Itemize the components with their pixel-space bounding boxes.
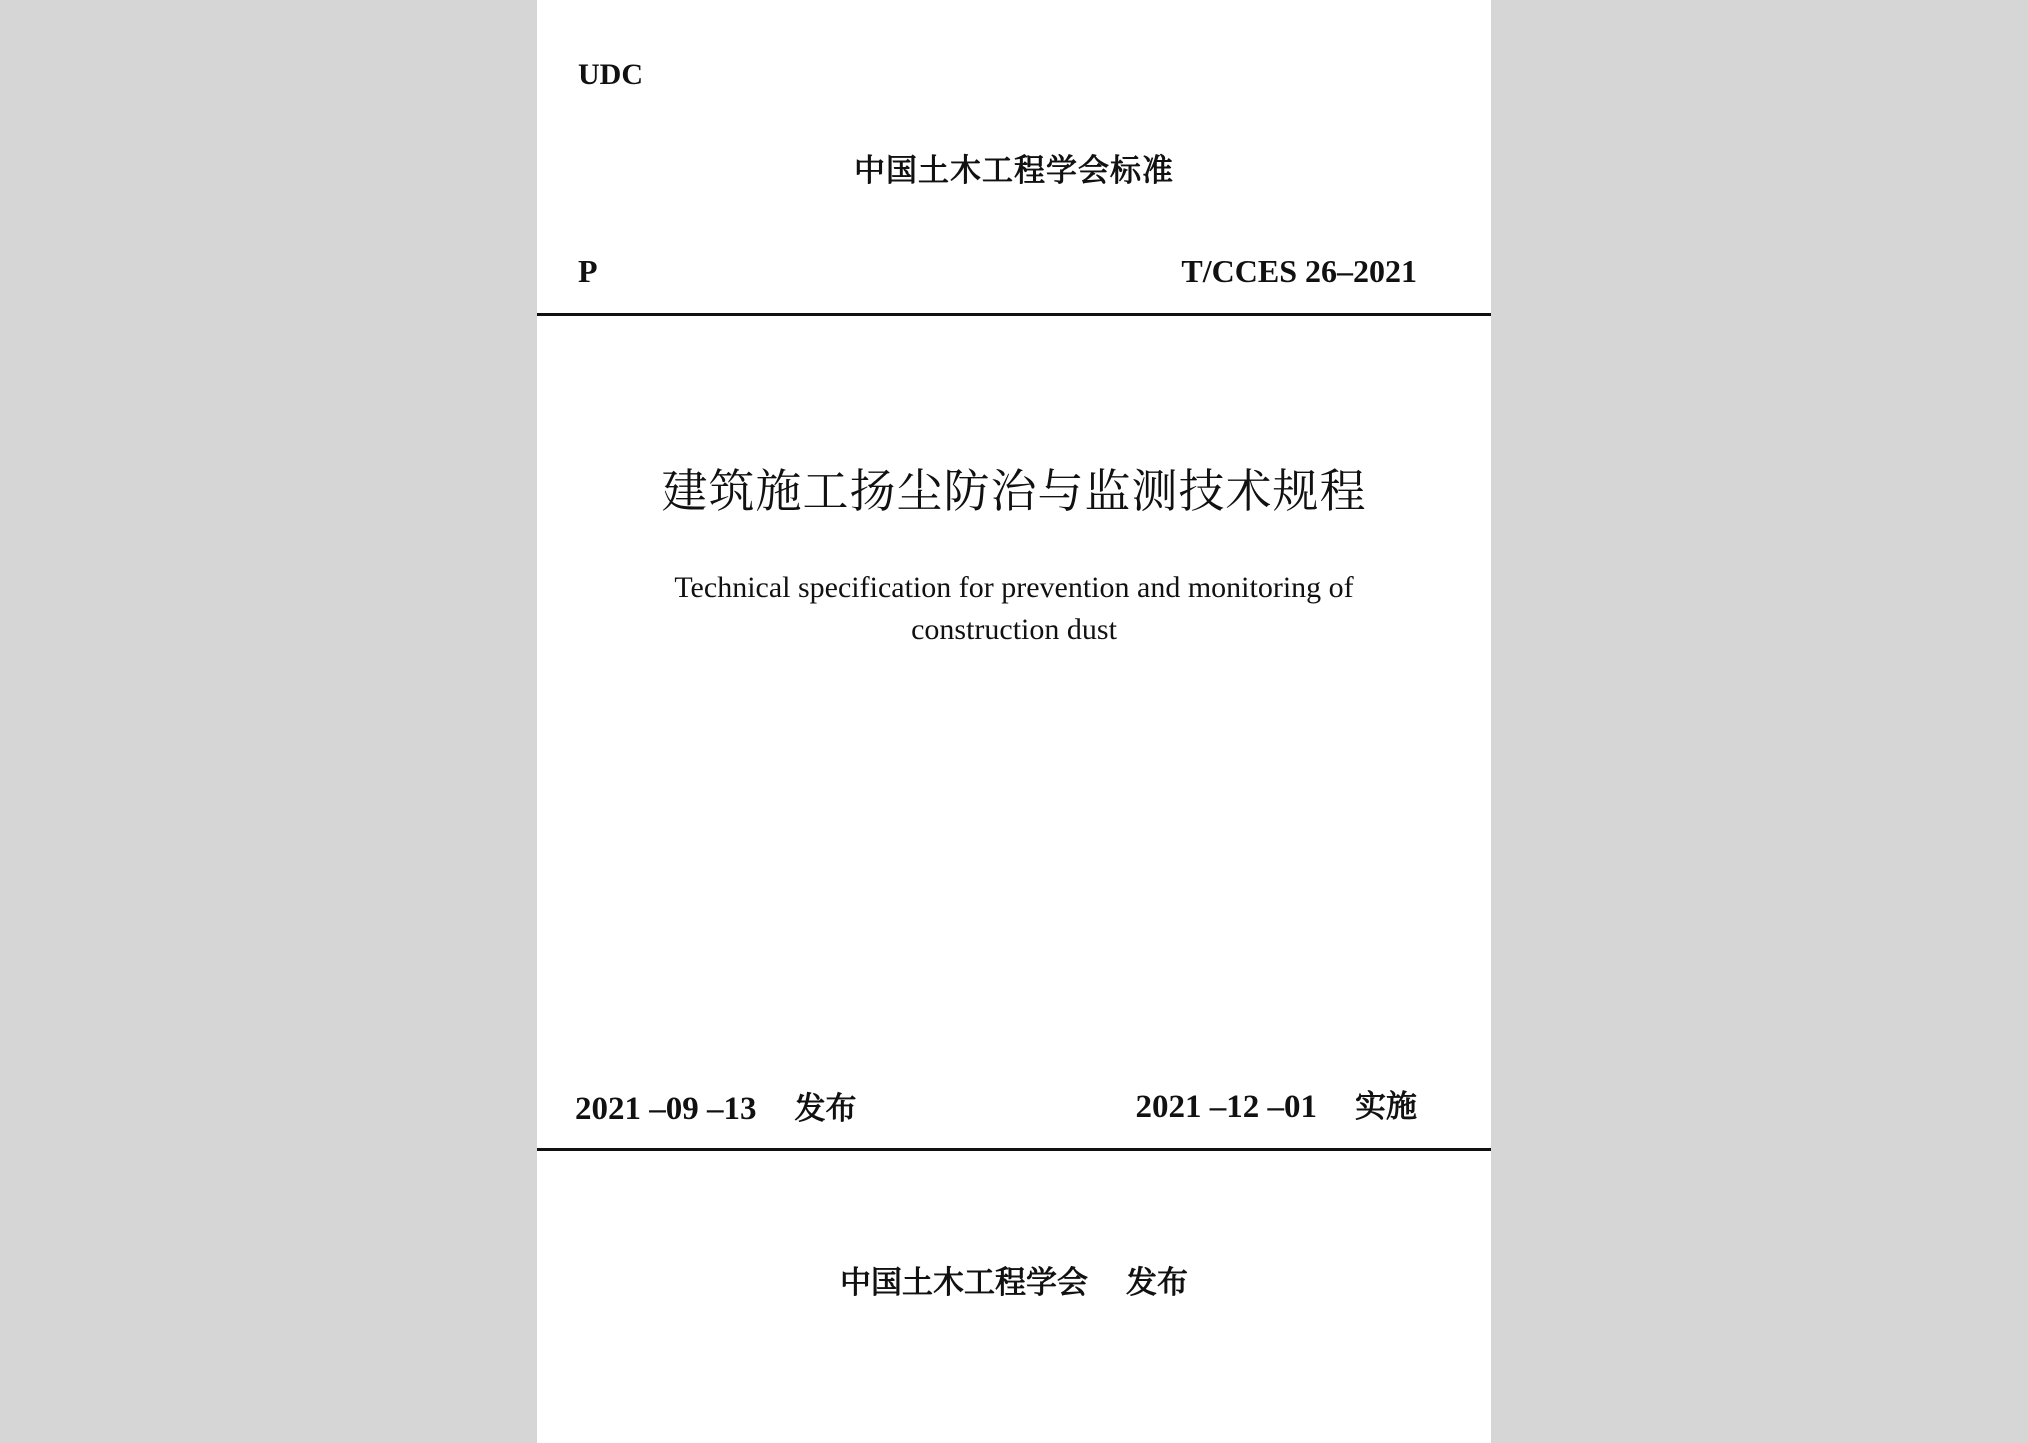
issuer-block [537,1257,1491,1302]
title-english-line-1: Technical specification for prevention and monitoring of [674,571,1354,604]
effective-word: 实施 [1355,1089,1417,1125]
bottom-divider [537,1148,1491,1151]
issuer-word: 发布 [1126,1265,1188,1301]
title-chinese: 建筑施工扬尘防治与监测技术规程 [661,464,1367,518]
issuer-name: 中国土木工程学会 [840,1265,1088,1301]
standard-organization: 中国土木工程学会标准 [854,153,1174,189]
standard-number: T/CCES 26–2021 [1181,253,1417,289]
document-page [537,0,1491,1443]
effective-date-block [1136,1081,1418,1126]
title-english-line-2: construction dust [911,613,1117,646]
issue-date-block [575,1083,857,1128]
udc-label: UDC [578,58,643,91]
top-divider [537,313,1491,316]
issue-word: 发布 [794,1091,857,1127]
effective-date: 2021 –12 –01 [1135,1089,1317,1125]
issue-date: 2021 –09 –13 [575,1091,757,1127]
classification-code: P [578,253,598,289]
title-english [597,567,1431,651]
